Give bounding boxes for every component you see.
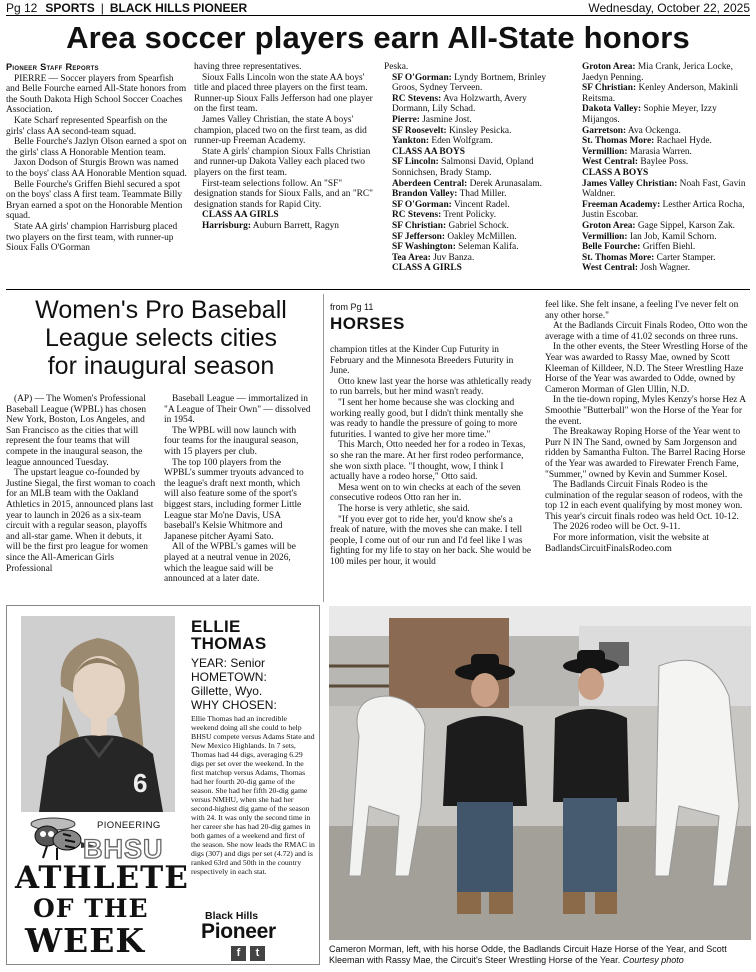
player-names: Thad Miller. [459, 189, 507, 200]
player-names: Sophie Meyer, Izzy Mijangos. [582, 104, 717, 125]
athlete-info [191, 618, 315, 876]
athlete-last-name: THOMAS [191, 634, 267, 653]
paragraph: All of the WPBL's games will be played at a neutral venue in 2026, which the league said will be announced at a later date. [164, 542, 296, 585]
class-heading: CLASS A BOYS [582, 167, 649, 178]
team-name: St. Thomas More: [582, 252, 655, 263]
player-names: Eden Wolfgram. [431, 136, 493, 147]
paragraph: James Valley Christian, the state A boys' champion, placed two on the first team, as did runner-up Freeman Academy. [194, 114, 367, 147]
team-name: SF Lincoln: [392, 157, 439, 168]
team-name: Dakota Valley: [582, 104, 642, 115]
soccer-column-1 [6, 62, 188, 284]
player-names: Vincent Radel. [454, 199, 510, 210]
player-names: Auburn Barrett, Ragyn [252, 220, 339, 231]
why-chosen-label: WHY CHOSEN: [191, 698, 277, 712]
player-names: Gage Sippel, Karson Zak. [637, 220, 736, 231]
paragraph: Jaxon Dodson of Sturgis Brown was named to the boys' class AA Honorable Mention squad. [6, 158, 187, 179]
player-names: Griffen Biehl. [642, 242, 696, 253]
paragraph: This March, Otto needed her for a rodeo in Texas, so she ran the mare. At her first rodeo performance, she won sixth place. "I thought, wow, I think I actually have a rodeo horse," Otto said. [330, 440, 526, 483]
paragraph: PIERRE — Soccer players from Spearfish and Belle Fourche earned All-State honors from the South Dakota High School Soccer Coaches Association. [6, 73, 187, 116]
player-names: Noah Fast, Gavin Waldner. [582, 178, 746, 200]
roster-line [574, 263, 750, 274]
jump-from: from Pg 11 [330, 302, 374, 312]
photo-credit: Courtesy photo [622, 955, 684, 965]
caption-text: Cameron Morman, left, with his horse Odde, the Badlands Circuit Haze Horse of the Year, and Scott Kleeman with Rassy Mae, the Circuit's Steer Wrestling Horse of the Year. [329, 944, 727, 965]
team-name: Freeman Academy: [582, 199, 661, 210]
paragraph: having three representatives. [194, 62, 302, 72]
player-names: Derek Arunasalam. [469, 178, 542, 189]
roster-line [384, 115, 566, 126]
paragraph: State A girls' champion Sioux Falls Christian and runner-up Dakota Valley each placed two players on the first team. [194, 146, 371, 178]
masthead [6, 0, 750, 16]
roster-line [574, 147, 750, 158]
class-heading: CLASS A GIRLS [392, 263, 462, 274]
rodeo-photo-image [329, 606, 751, 940]
player-names: Juv Banza. [433, 252, 475, 263]
paragraph: Mesa went on to win checks at each of the seven consecutive rodeos Otto ran her in. [330, 482, 521, 504]
roster-line [574, 232, 750, 243]
paragraph: The 2026 rodeo will be Oct. 9-11. [553, 522, 681, 533]
team-name: Harrisburg: [202, 220, 251, 231]
team-name: Belle Fourche: [582, 242, 641, 253]
class-heading: CLASS AA BOYS [392, 146, 465, 157]
player-names: Kenley Anderson, Makinli Reitsma. [582, 83, 739, 104]
team-name: SF Washington: [392, 242, 456, 253]
team-name: SF O'Gorman: [392, 199, 452, 210]
byline: Pioneer Staff Reports [6, 62, 99, 72]
paragraph: "I sent her home because she was clocking and working really good, but I didn't think mentally she was ready to handle the pressure of going to more futurities. I wanted to give her more time." [330, 397, 524, 440]
team-name: SF Christian: [392, 220, 447, 231]
twitter-icon[interactable]: t [250, 946, 265, 961]
roster-line [574, 83, 750, 104]
soccer-article [6, 62, 750, 284]
paper-name: BLACK HILLS PIONEER [109, 0, 248, 15]
roster-line [574, 179, 750, 200]
logo-black-hills: Black Hills [205, 910, 259, 922]
athlete-year: YEAR: Senior [191, 656, 266, 670]
player-names: Carter Stamper. [656, 252, 716, 263]
paragraph: Belle Fourche's Griffen Biehl secured a spot on the boys' class A first team. Teammate Billy Bryan earned a spot on the Honorable Mention squad. [6, 179, 183, 222]
roster-line [574, 221, 750, 232]
headline-line: Women's Pro Baseball [35, 296, 287, 324]
paragraph: "If you ever got to ride her, you'd know she's a freak of nature, with the moves she can make. I tell people, I come out of our run and I'd feel like I was fighting for my life to stay on her back. She would be 100 miles per hour, it would [330, 514, 531, 567]
paragraph: champion titles at the Kinder Cup Futurity in February and the Minnesota Breeders Futurity in June. [330, 345, 514, 377]
roster-line [384, 136, 566, 147]
team-name: St. Thomas More: [582, 136, 655, 147]
school-wordmark: BHSU [83, 834, 164, 864]
team-name: Tea Area: [392, 252, 431, 263]
column-divider [323, 294, 324, 602]
logo-pioneer: Pioneer [201, 920, 276, 943]
team-name: SF O'Gorman: [392, 72, 452, 83]
roster-line: Peska. [384, 62, 409, 72]
paragraph: First-team selections follow. An "SF" designation stands for Sioux Falls, and an "RC" designation stands for Rapid City. [194, 178, 373, 210]
player-names: Salmonsi David, Opland Sonnichsen, Brady Stamp. [392, 157, 534, 178]
roster-line [384, 253, 566, 264]
paragraph: In the other events, the Steer Wrestling Horse of the Year was awarded to Rassy Mae, owned by Scott Kleeman of Killdeer, N.D. The Steer Wrestling Haze Horse of the Year was awarded to Odde, owned by Cameron Morman of Glen Ullin, N.D. [545, 342, 748, 395]
why-chosen-text: Ellie Thomas had an incredible weekend doing all she could to help BHSU compete versus Adams State and New Mexico Highlands. In 7 sets, Thomas had 44 digs, averaging 6.29 digs per set over the weekend. In the first matchup versus Adams, Thomas had her fourth 20-dig game of the season. She had her fifth 20-dig game versus NMHU, when she had her second-highest dig game of the season with 24. It was only the second time in her career she has had 20-dig games in both games of a weekend and first of the season. She now leads the RMAC in digs (307) and digs per set (4.72) and is ranked 63rd and 50th in the country respectively in each stat. [191, 714, 315, 876]
roster-line [384, 73, 566, 94]
athlete-portrait-image [21, 616, 175, 812]
paragraph: Sioux Falls Lincoln won the state AA boys' title and placed three players on the first team. Runner-up Sioux Falls Jefferson had one player on the first team. [194, 72, 373, 115]
player-names: Marasia Warren. [629, 146, 692, 157]
team-name: Groton Area: [582, 220, 636, 231]
team-name: RC Stevens: [392, 210, 442, 221]
team-name: Yankton: [392, 136, 429, 147]
horses-column-1 [330, 345, 534, 567]
paragraph: (AP) — The Women's Professional Baseball League (WPBL) has chosen New York, Boston, Los Angeles, and San Francisco as the cities that will represent the four teams that will compete in the inaugural season, the league announced Tuesday. [6, 394, 147, 468]
player-names: Trent Policky. [443, 210, 497, 221]
team-name: Aberdeen Central: [392, 178, 468, 189]
horses-headline: HORSES [330, 314, 405, 333]
baseball-column-1 [6, 394, 156, 574]
baseball-column-2 [164, 394, 314, 585]
paragraph: The WPBL will now launch with four teams for the inaugural season, with 15 players per club. [164, 425, 299, 457]
soccer-headline: Area soccer players earn All-State honors [66, 20, 690, 55]
roster-line [384, 200, 566, 211]
player-names: Ava Holzwarth, Avery Dormann, Lily Schad. [392, 93, 527, 115]
aotw-pioneering-label: PIONEERING [97, 820, 161, 831]
roster-line [574, 104, 750, 125]
paragraph: Otto knew last year the horse was athletically ready to run barrels, but her mind wasn't ready. [330, 376, 532, 398]
roster-line [384, 157, 566, 178]
player-names: Gabriel Schock. [448, 220, 509, 231]
team-name: SF Roosevelt: [392, 125, 447, 136]
player-names: Lyndy Bortnem, Brinley Groos, Sydney Terveen. [392, 72, 547, 94]
roster-line [384, 179, 566, 190]
headline-line: League selects cities [44, 324, 278, 352]
paragraph: For more information, visit the website at BadlandsCircuitFinalsRodeo.com [545, 533, 709, 554]
rodeo-photo [329, 606, 751, 940]
hometown-value: Gillette, Wyo. [191, 684, 263, 698]
team-name: West Central: [582, 263, 638, 274]
soccer-column-4 [574, 62, 750, 284]
aotw-title-line: OF THE [33, 894, 149, 923]
section-divider [6, 289, 750, 290]
roster-line [384, 242, 566, 253]
masthead-separator: | [100, 0, 104, 15]
roster-line [384, 126, 566, 137]
athlete-of-the-week [6, 605, 320, 965]
player-names: Lesther Artica Rocha, Justin Escobar. [582, 199, 745, 221]
roster-line [384, 221, 566, 232]
roster-line [384, 94, 566, 115]
page-number: Pg 12 [6, 0, 38, 15]
roster-line [574, 62, 750, 83]
aotw-title-line: WEEK [25, 921, 146, 960]
team-name: Pierre: [392, 114, 420, 125]
roster-line [574, 200, 750, 221]
player-names: Ian Job, Kamil Schorn. [629, 231, 717, 242]
team-name: SF Jefferson: [392, 231, 446, 242]
roster-line [194, 221, 376, 232]
team-name: Groton Area: [582, 62, 636, 72]
paragraph: At the Badlands Circuit Finals Rodeo, Otto won the average with a time of 41.02 seconds on three runs. [545, 321, 748, 342]
player-names: Ava Ockenga. [627, 125, 681, 136]
player-names: Oakley McMillen. [447, 231, 517, 242]
aotw-title-line: ATHLETE [15, 860, 189, 896]
team-name: James Valley Christian: [582, 178, 678, 189]
player-names: Baylee Poss. [640, 157, 689, 168]
horses-column-2 [545, 300, 750, 554]
paragraph: Kate Scharf represented Spearfish on the girls' class AA second-team squad. [6, 115, 168, 137]
baseball-headline [6, 296, 316, 380]
soccer-column-3 [384, 62, 566, 284]
issue-date: Wednesday, October 22, 2025 [588, 0, 750, 15]
roster-line [384, 189, 566, 200]
roster-line [574, 136, 750, 147]
team-name: West Central: [582, 157, 638, 168]
section-name: SPORTS [45, 0, 95, 15]
paragraph: The top 100 players from the WPBL's summer tryouts advanced to the league's draft next month, which will also feature some of the sport's biggest stars, including former Little League star Mo'ne Davis, USA baseball's Kelsie Whitmore and Japanese pitcher Ayami Sato. [164, 457, 304, 542]
player-names: Josh Wagner. [640, 263, 690, 274]
roster-line [574, 126, 750, 137]
team-name: SF Christian: [582, 83, 637, 94]
roster-line [574, 242, 750, 253]
team-name: RC Stevens: [392, 93, 442, 104]
headline-line: for inaugural season [47, 352, 275, 380]
player-names: Jasmine Jost. [422, 114, 472, 125]
roster-line [574, 253, 750, 264]
athlete-first-name: ELLIE [191, 617, 241, 636]
team-name: Vermillion: [582, 146, 628, 157]
paragraph: In the tie-down roping, Myles Kenzy's horse Hez A Smoothie "Butterball" won the Horse of the Year for the event. [545, 395, 746, 427]
team-name: Vermillion: [582, 231, 628, 242]
player-names: Rachael Hyde. [656, 136, 712, 147]
photo-caption [329, 944, 751, 966]
roster-line [574, 157, 750, 168]
hometown-label: HOMETOWN: [191, 670, 267, 684]
jersey-number: 6 [133, 768, 148, 798]
facebook-icon[interactable]: f [231, 946, 246, 961]
paragraph: The Breakaway Roping Horse of the Year went to Purr N IN The Sand, owned by Sam Jorgenson and ridden by Samantha Fulton. The Barrel Racing Horse of the Year was awarded to Firewater French Fame, "Summer," owned by Kevin and Summer Kosel. [545, 427, 746, 480]
paragraph: Baseball League — immortalized in "A League of Their Own" — dissolved in 1954. [164, 394, 311, 426]
player-names: Mia Crank, Jerica Locke, Jaedyn Penning. [582, 62, 733, 83]
athlete-photo [21, 616, 175, 812]
paragraph: State AA girls' champion Harrisburg placed two players on the first team, with runner-up Sioux Falls O'Gorman [6, 221, 178, 254]
paragraph: The horse is very athletic, she said. [338, 503, 470, 514]
roster-line [384, 210, 566, 221]
paragraph: The Badlands Circuit Finals Rodeo is the culmination of the regular season of rodeos, with the top 12 in each event qualifying by most money won. This year's circuit finals rodeo was held Oct. 10-12. [545, 480, 743, 522]
class-heading: CLASS AA GIRLS [202, 210, 279, 221]
team-name: Brandon Valley: [392, 189, 458, 200]
soccer-column-2 [194, 62, 376, 284]
paragraph: Belle Fourche's Jazlyn Olson earned a spot on the girls' class A Honorable Mention team. [6, 137, 187, 158]
player-names: Seleman Kalifa. [458, 242, 519, 253]
roster-line [384, 232, 566, 243]
team-name: Garretson: [582, 125, 627, 136]
player-names: Kinsley Pesicka. [448, 125, 512, 136]
paragraph: feel like. She felt insane, a feeling I've never felt on any other horse." [545, 300, 739, 321]
paragraph: The upstart league co-founded by Justine Siegal, the first woman to coach for an MLB team with the Oakland Athletics in 2015, announced plans last year to launch in 2026 as a six-team circuit with a regular season, playoffs and all-star game. When it debuts, it will be the first pro league for women since the All-American Girls Professional [6, 468, 156, 574]
